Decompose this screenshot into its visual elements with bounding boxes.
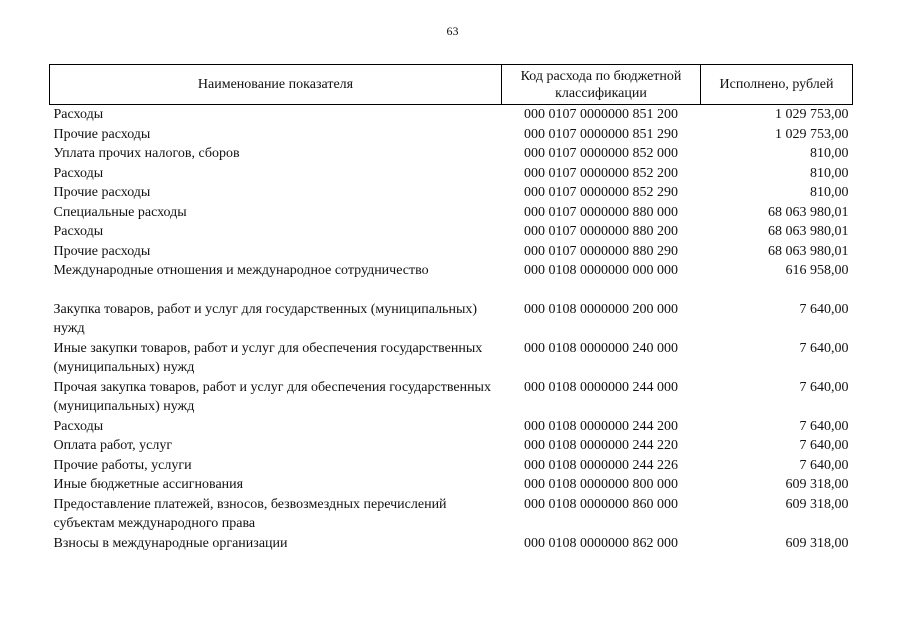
- budget-code-cell: 000 0108 0000000 000 000: [524, 263, 678, 278]
- table-row: [50, 417, 853, 437]
- budget-code-cell: 000 0108 0000000 244 200: [524, 418, 678, 434]
- table-row: [50, 203, 853, 223]
- executed-amount-cell: 1 029 753,00: [775, 107, 849, 122]
- table-row: [50, 164, 853, 184]
- indicator-name-cell: Расходы: [53, 107, 104, 122]
- table-row: [50, 300, 853, 339]
- budget-code-cell: 000 0108 0000000 860 000: [524, 496, 678, 512]
- budget-code-cell: 000 0107 0000000 852 200: [524, 165, 678, 181]
- budget-code-cell: 000 0107 0000000 851 290: [524, 126, 678, 142]
- table-row: [50, 456, 853, 476]
- executed-amount-cell: 810,00: [810, 185, 849, 200]
- indicator-name-cell: Оплата работ, услуг: [53, 438, 173, 453]
- indicator-name-cell: Закупка товаров, работ и услуг для государственных (муниципальных) нужд: [53, 301, 478, 336]
- budget-code-cell: 000 0108 0000000 244 226: [524, 457, 678, 473]
- indicator-name-cell: Предоставление платежей, взносов, безвозмездных перечислений субъектам международного права: [53, 496, 447, 531]
- indicator-name-cell: Иные закупки товаров, работ и услуг для обеспечения государственных (муниципальных) нужд: [53, 340, 483, 375]
- executed-amount-cell: 68 063 980,01: [768, 204, 849, 220]
- executed-amount-cell: 7 640,00: [799, 340, 849, 356]
- budget-code-cell: 000 0107 0000000 852 290: [524, 185, 678, 200]
- table-header-row: [50, 65, 853, 105]
- budget-code-cell: 000 0108 0000000 244 000: [524, 379, 678, 395]
- budget-execution-table: [49, 64, 853, 553]
- table-row: [50, 534, 853, 554]
- table-row: [50, 125, 853, 145]
- indicator-name-cell: Расходы: [53, 224, 104, 239]
- indicator-name-cell: Специальные расходы: [53, 204, 187, 220]
- executed-amount-cell: 609 318,00: [785, 496, 849, 512]
- indicator-name-cell: Расходы: [53, 165, 104, 181]
- table-row: [50, 183, 853, 203]
- executed-amount-cell: 7 640,00: [799, 301, 849, 317]
- budget-code-cell: 000 0107 0000000 880 200: [524, 224, 678, 239]
- executed-amount-cell: 68 063 980,01: [768, 224, 849, 239]
- budget-code-cell: 000 0107 0000000 852 000: [524, 146, 678, 161]
- header-indicator-name: Наименование показателя: [50, 65, 502, 105]
- table-row: [50, 339, 853, 378]
- executed-amount-cell: 616 958,00: [785, 263, 849, 278]
- budget-code-cell: 000 0108 0000000 244 220: [524, 438, 678, 453]
- table-row: [50, 436, 853, 456]
- table-row: [50, 261, 853, 281]
- indicator-name-cell: Прочие работы, услуги: [53, 457, 192, 473]
- indicator-name-cell: Прочая закупка товаров, работ и услуг для обеспечения государственных (муниципальных) нужд: [53, 379, 491, 414]
- budget-code-cell: 000 0108 0000000 800 000: [524, 477, 678, 492]
- indicator-name-cell: Прочие расходы: [53, 126, 151, 142]
- table-row: [50, 378, 853, 417]
- executed-amount-cell: 609 318,00: [785, 535, 849, 551]
- budget-code-cell: 000 0108 0000000 200 000: [524, 301, 678, 317]
- budget-code-cell: 000 0107 0000000 880 290: [524, 243, 678, 259]
- indicator-name-cell: Взносы в международные организации: [53, 535, 288, 551]
- budget-code-cell: 000 0108 0000000 862 000: [524, 535, 678, 551]
- header-budget-code: Код расхода по бюджетной классификации: [502, 65, 701, 105]
- page-number: 63: [446, 24, 459, 38]
- spacer-cell: [50, 281, 853, 300]
- executed-amount-cell: 7 640,00: [799, 379, 849, 395]
- executed-amount-cell: 1 029 753,00: [775, 126, 849, 142]
- header-executed-amount: Исполнено, рублей: [701, 65, 853, 105]
- executed-amount-cell: 810,00: [810, 165, 849, 181]
- budget-code-cell: 000 0108 0000000 240 000: [524, 340, 678, 356]
- table-row: [50, 105, 853, 125]
- indicator-name-cell: Расходы: [53, 418, 104, 434]
- budget-code-cell: 000 0107 0000000 880 000: [524, 204, 678, 220]
- executed-amount-cell: 7 640,00: [799, 438, 849, 453]
- indicator-name-cell: Прочие расходы: [53, 185, 151, 200]
- table-row: [50, 222, 853, 242]
- indicator-name-cell: Иные бюджетные ассигнования: [53, 477, 244, 492]
- executed-amount-cell: 810,00: [810, 146, 849, 161]
- executed-amount-cell: 609 318,00: [785, 477, 849, 492]
- table-row: [50, 475, 853, 495]
- indicator-name-cell: Международные отношения и международное сотрудничество: [53, 263, 429, 278]
- table-row: [50, 144, 853, 164]
- indicator-name-cell: Уплата прочих налогов, сборов: [53, 146, 240, 161]
- executed-amount-cell: 68 063 980,01: [768, 243, 849, 259]
- executed-amount-cell: 7 640,00: [799, 418, 849, 434]
- table-row: [50, 242, 853, 262]
- table-row: [50, 495, 853, 534]
- budget-code-cell: 000 0107 0000000 851 200: [524, 107, 678, 122]
- executed-amount-cell: 7 640,00: [799, 457, 849, 473]
- indicator-name-cell: Прочие расходы: [53, 243, 151, 259]
- table-spacer-row: [50, 281, 853, 300]
